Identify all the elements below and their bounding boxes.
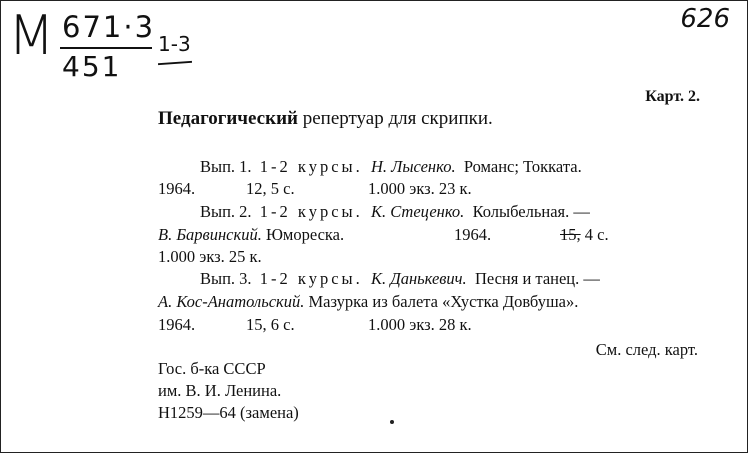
corner-number: 626 — [680, 4, 730, 34]
issue-works-b: Мазурка из балета «Хустка Довбуша». — [308, 292, 579, 311]
issue-author-2: А. Кос-Анатольский. — [158, 292, 305, 311]
issue-level: 1-2 курсы. — [259, 157, 363, 176]
shelf-volume-range: 1-3 — [158, 32, 191, 56]
library-line-2: им. В. И. Ленина. — [158, 381, 282, 400]
issue-3-copies: 1.000 экз. 28 к. — [368, 315, 472, 334]
card-hole-mark — [390, 420, 394, 424]
card-title — [158, 108, 493, 130]
title-rest: репертуар для скрипки. — [297, 108, 493, 129]
issue-year: 1964. — [158, 179, 196, 198]
issue-pages: 4 с. — [584, 225, 609, 244]
issue-2-pages — [560, 225, 609, 245]
issue-3-line-2 — [158, 292, 578, 312]
library-line-3: Н1259—64 (замена) — [158, 403, 299, 422]
shelf-letter: М — [8, 4, 55, 67]
issue-2-line-2 — [158, 225, 344, 245]
issue-level: 1-2 курсы. — [259, 202, 363, 221]
issue-pages-struck: 15, — [560, 225, 581, 244]
issue-2-year: 1964. — [454, 225, 492, 244]
title-bold: Педагогический — [158, 108, 298, 129]
issue-1-pages: 12, 5 с. — [246, 179, 295, 198]
library-line-1: Гос. б-ка СССР — [158, 359, 266, 378]
shelf-fraction-line — [60, 47, 152, 49]
issue-2-line-1 — [200, 202, 590, 222]
shelf-class-number: 671·3 — [62, 10, 156, 44]
issue-label: Вып. 2. — [200, 202, 252, 221]
issue-1-line-2 — [158, 179, 195, 199]
issue-works-a: Колыбельная. — — [472, 202, 590, 221]
issue-author-2: В. Барвинский. — [158, 225, 262, 244]
issue-author: К. Стеценко. — [370, 202, 465, 221]
see-next-card: См. след. карт. — [595, 340, 698, 359]
issue-3-pages: 15, 6 с. — [246, 315, 295, 334]
issue-label: Вып. 3. — [200, 269, 252, 288]
issue-works-a: Песня и танец. — — [474, 269, 600, 288]
issue-label: Вып. 1. — [200, 157, 252, 176]
card-number: Карт. 2. — [645, 88, 700, 105]
issue-2-copies: 1.000 экз. 25 к. — [158, 247, 262, 266]
issue-3-year: 1964. — [158, 315, 196, 334]
issue-1-copies: 1.000 экз. 23 к. — [368, 179, 472, 198]
issue-level: 1-2 курсы. — [259, 269, 363, 288]
shelf-sub-number: 451 — [62, 50, 122, 83]
issue-author: Н. Лысенко. — [370, 157, 456, 176]
issue-author: К. Данькевич. — [370, 269, 467, 288]
issue-3-line-1 — [200, 269, 600, 289]
issue-1-line-1 — [200, 157, 582, 177]
issue-works: Романс; Токката. — [463, 157, 582, 176]
issue-works-b: Юмореска. — [265, 225, 345, 244]
